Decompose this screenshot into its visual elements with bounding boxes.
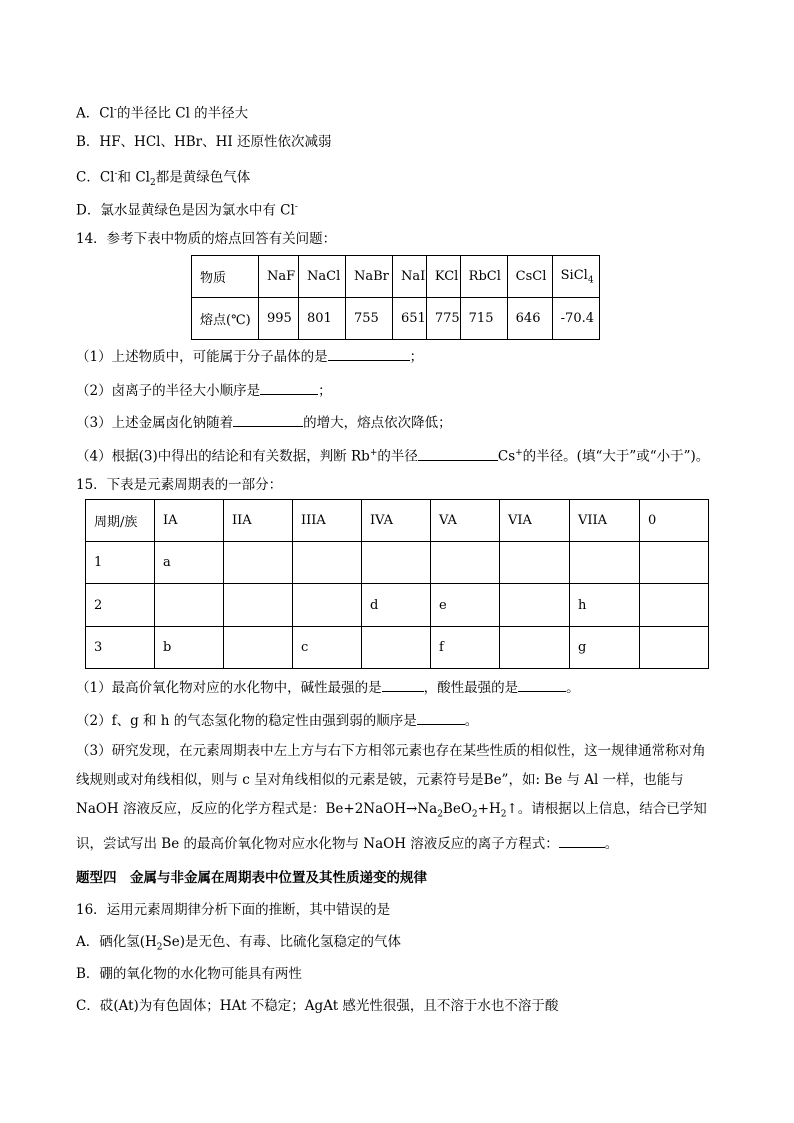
table-cell [293, 584, 362, 627]
answer-blank[interactable] [233, 412, 303, 427]
table-row [192, 298, 600, 340]
periodic-table [85, 499, 709, 669]
table-cell: 651 [393, 298, 427, 340]
q14-part-2: （2）卤离子的半径大小顺序是 ； [76, 380, 332, 401]
section-heading: 题型四 金属与非金属在周期表中位置及其性质递变的规律 [76, 870, 427, 886]
q16-option-c: C．砹(At)为有色固体；HAt 不稳定；AgAt 感光性很强，且不溶于水也不溶于酸 [76, 998, 559, 1014]
q16-stem: 16．运用元素周期律分析下面的推断，其中错误的是 [76, 902, 391, 918]
answer-blank[interactable] [417, 710, 465, 725]
table-cell [640, 627, 709, 669]
table-cell: 1 [86, 542, 155, 584]
melting-point-table [191, 255, 600, 340]
table-cell: NaI [393, 256, 427, 298]
table-cell: a [155, 542, 224, 584]
table-cell: 801 [299, 298, 346, 340]
answer-blank[interactable] [418, 446, 498, 461]
table-cell: NaCl [299, 256, 346, 298]
table-cell: IIA [224, 500, 293, 542]
q13-option-d: D．氯水显黄绿色是因为氯水中有 Cl- [76, 202, 298, 219]
table-cell [362, 542, 431, 584]
table-cell: d [362, 584, 431, 627]
table-cell: VA [431, 500, 500, 542]
table-cell [155, 584, 224, 627]
table-cell [293, 542, 362, 584]
table-cell [431, 542, 500, 584]
table-header-row [86, 500, 709, 542]
table-cell: 775 [426, 298, 460, 340]
table-row [86, 627, 709, 669]
table-cell [500, 542, 570, 584]
table-cell [570, 542, 640, 584]
table-cell: 0 [640, 500, 709, 542]
table-cell: SiCl$_4$ [552, 256, 599, 298]
table-cell: h [570, 584, 640, 627]
table-cell: IVA [362, 500, 431, 542]
answer-blank[interactable] [260, 380, 318, 395]
table-cell: RbCl [460, 256, 507, 298]
table-cell: IIIA [293, 500, 362, 542]
q15-part-2: （2）f、g 和 h 的气态氢化物的稳定性由强到弱的顺序是 。 [76, 710, 478, 731]
table-cell [224, 584, 293, 627]
table-cell: CsCl [507, 256, 552, 298]
table-row [86, 584, 709, 627]
table-cell: VIA [500, 500, 570, 542]
table-cell [640, 542, 709, 584]
q15-part-3: （3）研究发现，在元素周期表中左上方与右下方相邻元素也存在某些性质的相似性，这一规律通常称对角线规则或对角线相似，则与 c 呈对角线相似的元素是铍，元素符号是Be”，如: Be 与 Al 一样，也能与 NaOH 溶液反应，反应的化学方程式是：$Be+2NaOH\to Na_2BeO_2+H_2↑$。请根据以上信息，结合已学知识，尝试写出 Be 的最高价氧化物对应水化物与 NaOH 溶液反应的离子方程式： 。 [76, 743, 707, 852]
table-row [86, 542, 709, 584]
q14-part-4: （4）根据(3)中得出的结论和有关数据，判断 Rb+的半径 Cs+的半径。(填“大于”或“小于”)。 [76, 443, 709, 467]
q13-option-c: C．Cl-和 $Cl_2$都是黄绿色气体 [76, 169, 251, 189]
q15-stem: 15．下表是元素周期表的一部分： [76, 477, 283, 493]
table-cell: NaBr [346, 256, 393, 298]
table-cell [500, 584, 570, 627]
table-cell: 3 [86, 627, 155, 669]
table-cell: 熔点(℃) [192, 298, 259, 340]
table-cell [224, 627, 293, 669]
table-cell: -70.4 [552, 298, 599, 340]
table-cell: c [293, 627, 362, 669]
answer-blank[interactable] [559, 833, 605, 848]
table-header-row [192, 256, 600, 298]
table-cell: 715 [460, 298, 507, 340]
table-cell: f [431, 627, 500, 669]
table-cell: 995 [259, 298, 299, 340]
table-cell [362, 627, 431, 669]
table-cell [500, 627, 570, 669]
table-cell: 物质 [192, 256, 259, 298]
table-cell: 646 [507, 298, 552, 340]
table-cell [224, 542, 293, 584]
q16-option-b: B．硼的氧化物的水化物可能具有两性 [76, 966, 302, 982]
q15-part-1: （1）最高价氧化物对应的水化物中，碱性最强的是 ，酸性最强的是 。 [76, 677, 580, 698]
table-cell: 2 [86, 584, 155, 627]
q13-option-b: B．HF、HCl、HBr、HI 还原性依次减弱 [76, 134, 332, 150]
table-cell: NaF [259, 256, 299, 298]
q13-option-a: A．Cl-的半径比 Cl 的半径大 [76, 105, 249, 122]
table-cell: g [570, 627, 640, 669]
q14-stem: 14．参考下表中物质的熔点回答有关问题： [76, 231, 337, 247]
table-cell: VIIA [570, 500, 640, 542]
q14-part-1: （1）上述物质中，可能属于分子晶体的是 ； [76, 346, 423, 367]
table-cell: e [431, 584, 500, 627]
table-cell: KCl [426, 256, 460, 298]
answer-blank[interactable] [328, 346, 410, 361]
table-cell: b [155, 627, 224, 669]
q14-part-3: （3）上述金属卤化钠随着 的增大，熔点依次降低； [76, 412, 452, 433]
table-cell: IA [155, 500, 224, 542]
answer-blank[interactable] [518, 677, 566, 692]
table-cell: 周期/族 [86, 500, 155, 542]
table-cell [640, 584, 709, 627]
q16-option-a: A．硒化氢$(H_2Se)$是无色、有毒、比硫化氢稳定的气体 [76, 934, 402, 953]
answer-blank[interactable] [382, 677, 424, 692]
table-cell: 755 [346, 298, 393, 340]
